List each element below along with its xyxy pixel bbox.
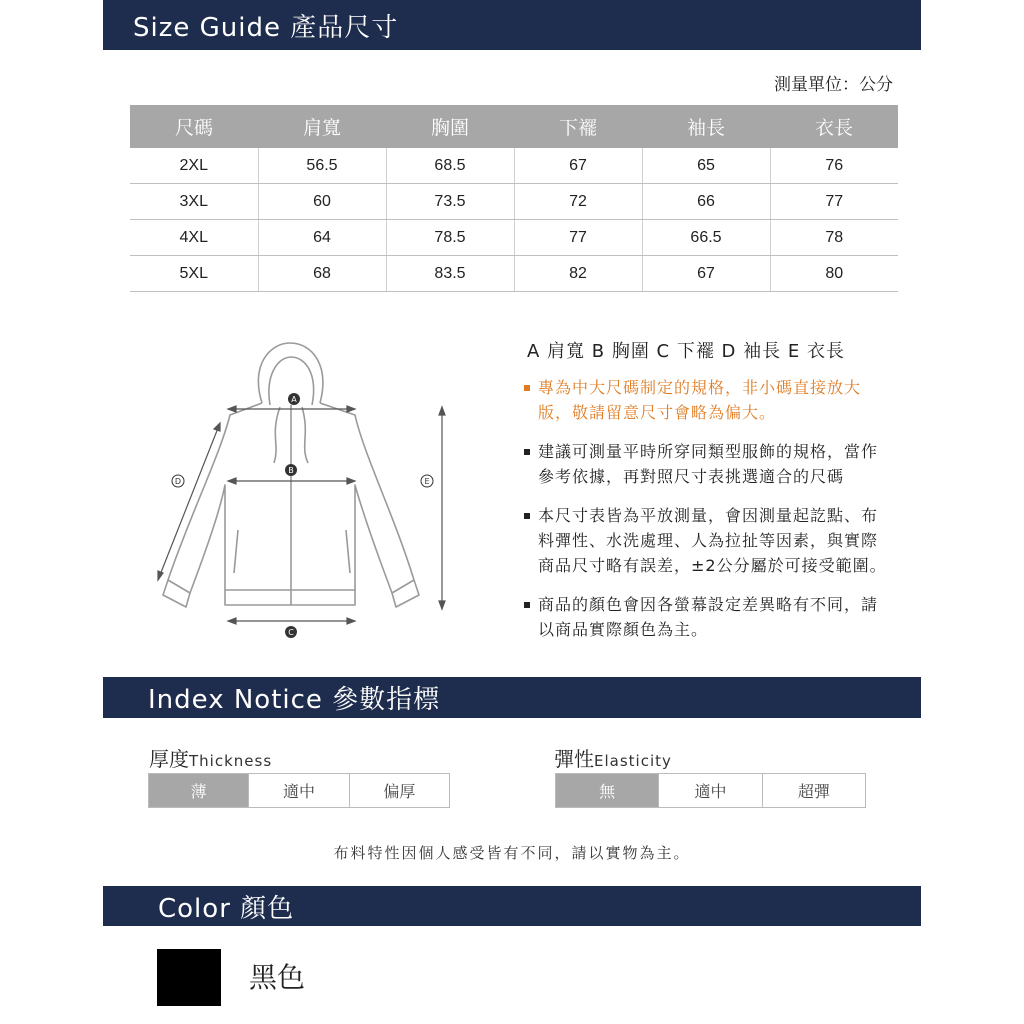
elasticity-option-medium: 適中 xyxy=(658,774,761,807)
measurement-unit: 測量單位：公分 xyxy=(774,75,893,95)
table-cell: 80 xyxy=(770,256,898,292)
table-cell: 67 xyxy=(514,148,642,184)
header-sleeve: 袖長 xyxy=(642,105,770,148)
bullet-icon xyxy=(524,385,530,391)
table-cell: 83.5 xyxy=(386,256,514,292)
thickness-title xyxy=(149,743,272,772)
index-notice-title: Index Notice 參數指標 xyxy=(148,685,441,715)
table-cell: 82 xyxy=(514,256,642,292)
elasticity-label: 彈性 xyxy=(554,747,594,771)
marker-c-label: C xyxy=(288,628,294,637)
thickness-label: 厚度 xyxy=(149,747,189,771)
bullet-icon xyxy=(524,449,530,455)
table-row xyxy=(130,220,898,256)
header-hem: 下襬 xyxy=(514,105,642,148)
note-item xyxy=(522,592,892,642)
header-shoulder: 肩寬 xyxy=(258,105,386,148)
header-size: 尺碼 xyxy=(130,105,258,148)
header-length: 衣長 xyxy=(770,105,898,148)
table-cell: 66 xyxy=(642,184,770,220)
table-cell: 3XL xyxy=(130,184,258,220)
table-cell: 77 xyxy=(514,220,642,256)
header-chest: 胸圍 xyxy=(386,105,514,148)
note-item xyxy=(522,439,892,489)
table-cell: 68 xyxy=(258,256,386,292)
marker-e-label: E xyxy=(424,477,430,486)
size-table-header xyxy=(130,105,898,148)
table-row xyxy=(130,148,898,184)
table-cell: 65 xyxy=(642,148,770,184)
bullet-icon xyxy=(524,513,530,519)
thickness-option-thick: 偏厚 xyxy=(349,774,449,807)
note-item xyxy=(522,375,892,425)
elasticity-scale xyxy=(555,773,866,808)
table-cell: 77 xyxy=(770,184,898,220)
table-cell: 60 xyxy=(258,184,386,220)
bullet-icon xyxy=(524,602,530,608)
table-cell: 66.5 xyxy=(642,220,770,256)
elasticity-title xyxy=(554,743,672,772)
table-cell: 73.5 xyxy=(386,184,514,220)
table-cell: 72 xyxy=(514,184,642,220)
note-item xyxy=(522,503,892,578)
color-banner xyxy=(103,886,921,926)
notes-list xyxy=(522,375,892,656)
table-cell: 78.5 xyxy=(386,220,514,256)
note-text: 商品的顏色會因各螢幕設定差異略有不同，請以商品實際顏色為主。 xyxy=(538,595,879,639)
elasticity-option-none: 無 xyxy=(556,774,658,807)
table-row xyxy=(130,184,898,220)
table-cell: 67 xyxy=(642,256,770,292)
marker-a-label: A xyxy=(291,395,297,404)
fabric-note: 布料特性因個人感受皆有不同，請以實物為主。 xyxy=(333,844,691,862)
color-name: 黑色 xyxy=(249,961,306,994)
table-cell: 5XL xyxy=(130,256,258,292)
thickness-scale xyxy=(148,773,450,808)
table-row xyxy=(130,256,898,292)
elasticity-option-super: 超彈 xyxy=(762,774,865,807)
thickness-option-thin: 薄 xyxy=(149,774,248,807)
table-cell: 78 xyxy=(770,220,898,256)
note-text: 專為中大尺碼制定的規格，非小碼直接放大版，敬請留意尺寸會略為偏大。 xyxy=(538,378,862,422)
table-cell: 76 xyxy=(770,148,898,184)
hoodie-measurement-diagram xyxy=(150,335,460,655)
index-notice-banner xyxy=(103,677,921,718)
elasticity-label-en: Elasticity xyxy=(594,752,672,770)
table-cell: 64 xyxy=(258,220,386,256)
thickness-option-medium: 適中 xyxy=(248,774,348,807)
table-cell: 2XL xyxy=(130,148,258,184)
note-text: 建議可測量平時所穿同類型服飾的規格，當作參考依據，再對照尺寸表挑選適合的尺碼 xyxy=(538,442,879,486)
table-cell: 56.5 xyxy=(258,148,386,184)
marker-d-label: D xyxy=(174,477,182,486)
size-guide-banner xyxy=(103,0,921,50)
note-text: 本尺寸表皆為平放測量，會因測量起訖點、布料彈性、水洗處理、人為拉扯等因素，與實際商品尺寸略有誤差，±2公分屬於可接受範圍。 xyxy=(538,506,887,575)
size-guide-title: Size Guide 產品尺寸 xyxy=(133,12,399,43)
measurement-legend: A 肩寬 B 胸圍 C 下襬 D 袖長 E 衣長 xyxy=(527,341,845,362)
color-title: Color 顏色 xyxy=(158,893,295,924)
color-swatch xyxy=(157,949,221,1006)
marker-b-label: B xyxy=(288,466,294,475)
size-table xyxy=(130,105,898,292)
table-cell: 4XL xyxy=(130,220,258,256)
thickness-label-en: Thickness xyxy=(189,752,273,770)
table-cell: 68.5 xyxy=(386,148,514,184)
